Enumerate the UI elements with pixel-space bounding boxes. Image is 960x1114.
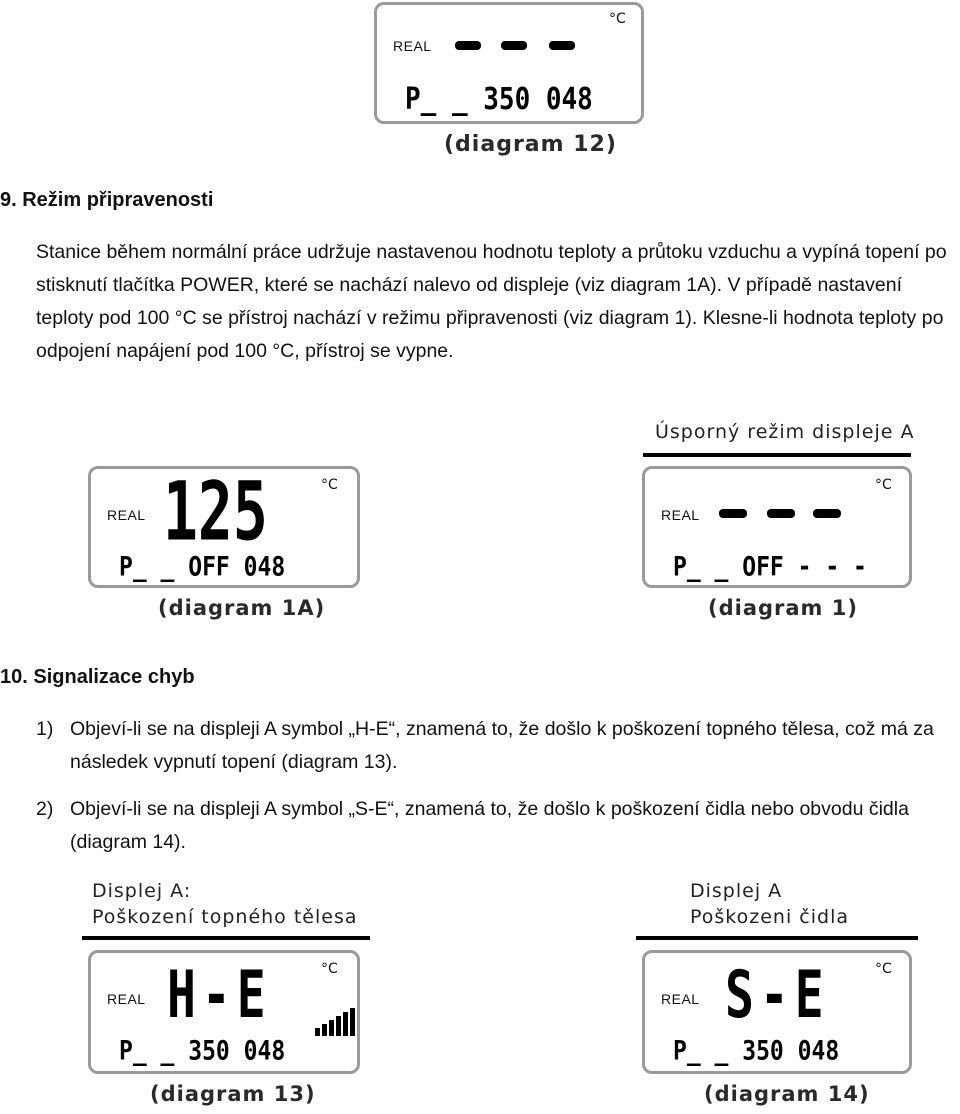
section-9-paragraph: Stanice během normální práce udržuje nastavenou hodnotu teploty a průtoku vzduchu a vypíná topení po stisknutí tlačítka POWER, které se nachází nalevo od displeje (viz diagram 1A). V případě nastavení teploty pod 100 °C se přístroj nachází v režimu připravenosti (viz diagram 1). Klesne-li hodnota teploty po odpojení napájení pod 100 °C, přístroj se vypne.	[36, 241, 947, 362]
lcd-bottom-readout: P_ _ OFF 048	[119, 552, 286, 583]
celsius-unit: °C	[321, 477, 338, 493]
lcd-display-diagram-12	[374, 2, 644, 124]
diagram-1a-caption: (diagram 1A)	[158, 596, 326, 620]
diagram-14-caption: (diagram 14)	[704, 1082, 870, 1106]
lcd-bottom-readout: P_ _ OFF - - -	[673, 552, 867, 583]
celsius-unit: °C	[875, 961, 892, 977]
diagram-1-caption: (diagram 1)	[708, 596, 858, 620]
temperature-dash	[501, 41, 527, 50]
divider-line	[636, 936, 918, 940]
celsius-unit: °C	[875, 477, 892, 493]
celsius-unit: °C	[321, 961, 338, 977]
list-item-text: Objeví-li se na displeji A symbol „H-E“, znamená to, že došlo k poškození topného tělesa, což má za následek vypnutí topení (diagram 13).	[70, 718, 934, 773]
real-label: REAL	[107, 507, 146, 523]
error-code: H-E	[167, 957, 272, 1034]
real-label: REAL	[393, 38, 432, 54]
lcd-bottom-readout: P_ _ 350 048	[673, 1036, 840, 1067]
real-label: REAL	[661, 507, 700, 523]
temperature-dash	[813, 509, 841, 518]
temperature-dash	[767, 509, 795, 518]
section-9-heading: 9. Režim připravenosti	[0, 189, 214, 211]
diagram-14-note-line2: Poškozeni čidla	[690, 906, 849, 928]
list-item-number: 1)	[36, 718, 54, 740]
temperature-value: 125	[163, 464, 268, 560]
temperature-dash	[719, 509, 747, 518]
divider-line	[82, 936, 370, 940]
diagram-13-note-line1: Displej A:	[92, 880, 192, 902]
diagram-12-caption: (diagram 12)	[444, 132, 617, 157]
list-item-number: 2)	[36, 798, 54, 820]
heater-power-bars-icon	[315, 1008, 355, 1036]
temperature-dash	[549, 41, 575, 50]
section-10-heading: 10. Signalizace chyb	[0, 666, 195, 688]
lcd-bottom-readout: P_ _ 350 048	[405, 82, 593, 118]
error-code: S-E	[725, 957, 830, 1034]
lcd-display-diagram-14	[642, 950, 912, 1074]
diagram-13-caption: (diagram 13)	[150, 1082, 316, 1106]
real-label: REAL	[661, 991, 700, 1007]
celsius-unit: °C	[609, 11, 626, 27]
lcd-bottom-readout: P_ _ 350 048	[119, 1036, 286, 1067]
diagram-14-note-line1: Displej A	[690, 880, 783, 902]
lcd-display-diagram-1	[642, 466, 912, 588]
temperature-dash	[455, 41, 481, 50]
divider-line	[643, 453, 911, 457]
lcd-display-diagram-13	[88, 950, 360, 1074]
lcd-display-diagram-1a	[88, 466, 360, 588]
real-label: REAL	[107, 991, 146, 1007]
diagram-1-note: Úsporný režim displeje A	[655, 421, 915, 443]
diagram-13-note-line2: Poškození topného tělesa	[92, 906, 358, 928]
list-item-text: Objeví-li se na displeji A symbol „S-E“, znamená to, že došlo k poškození čidla nebo obvodu čidla (diagram 14).	[70, 798, 909, 853]
